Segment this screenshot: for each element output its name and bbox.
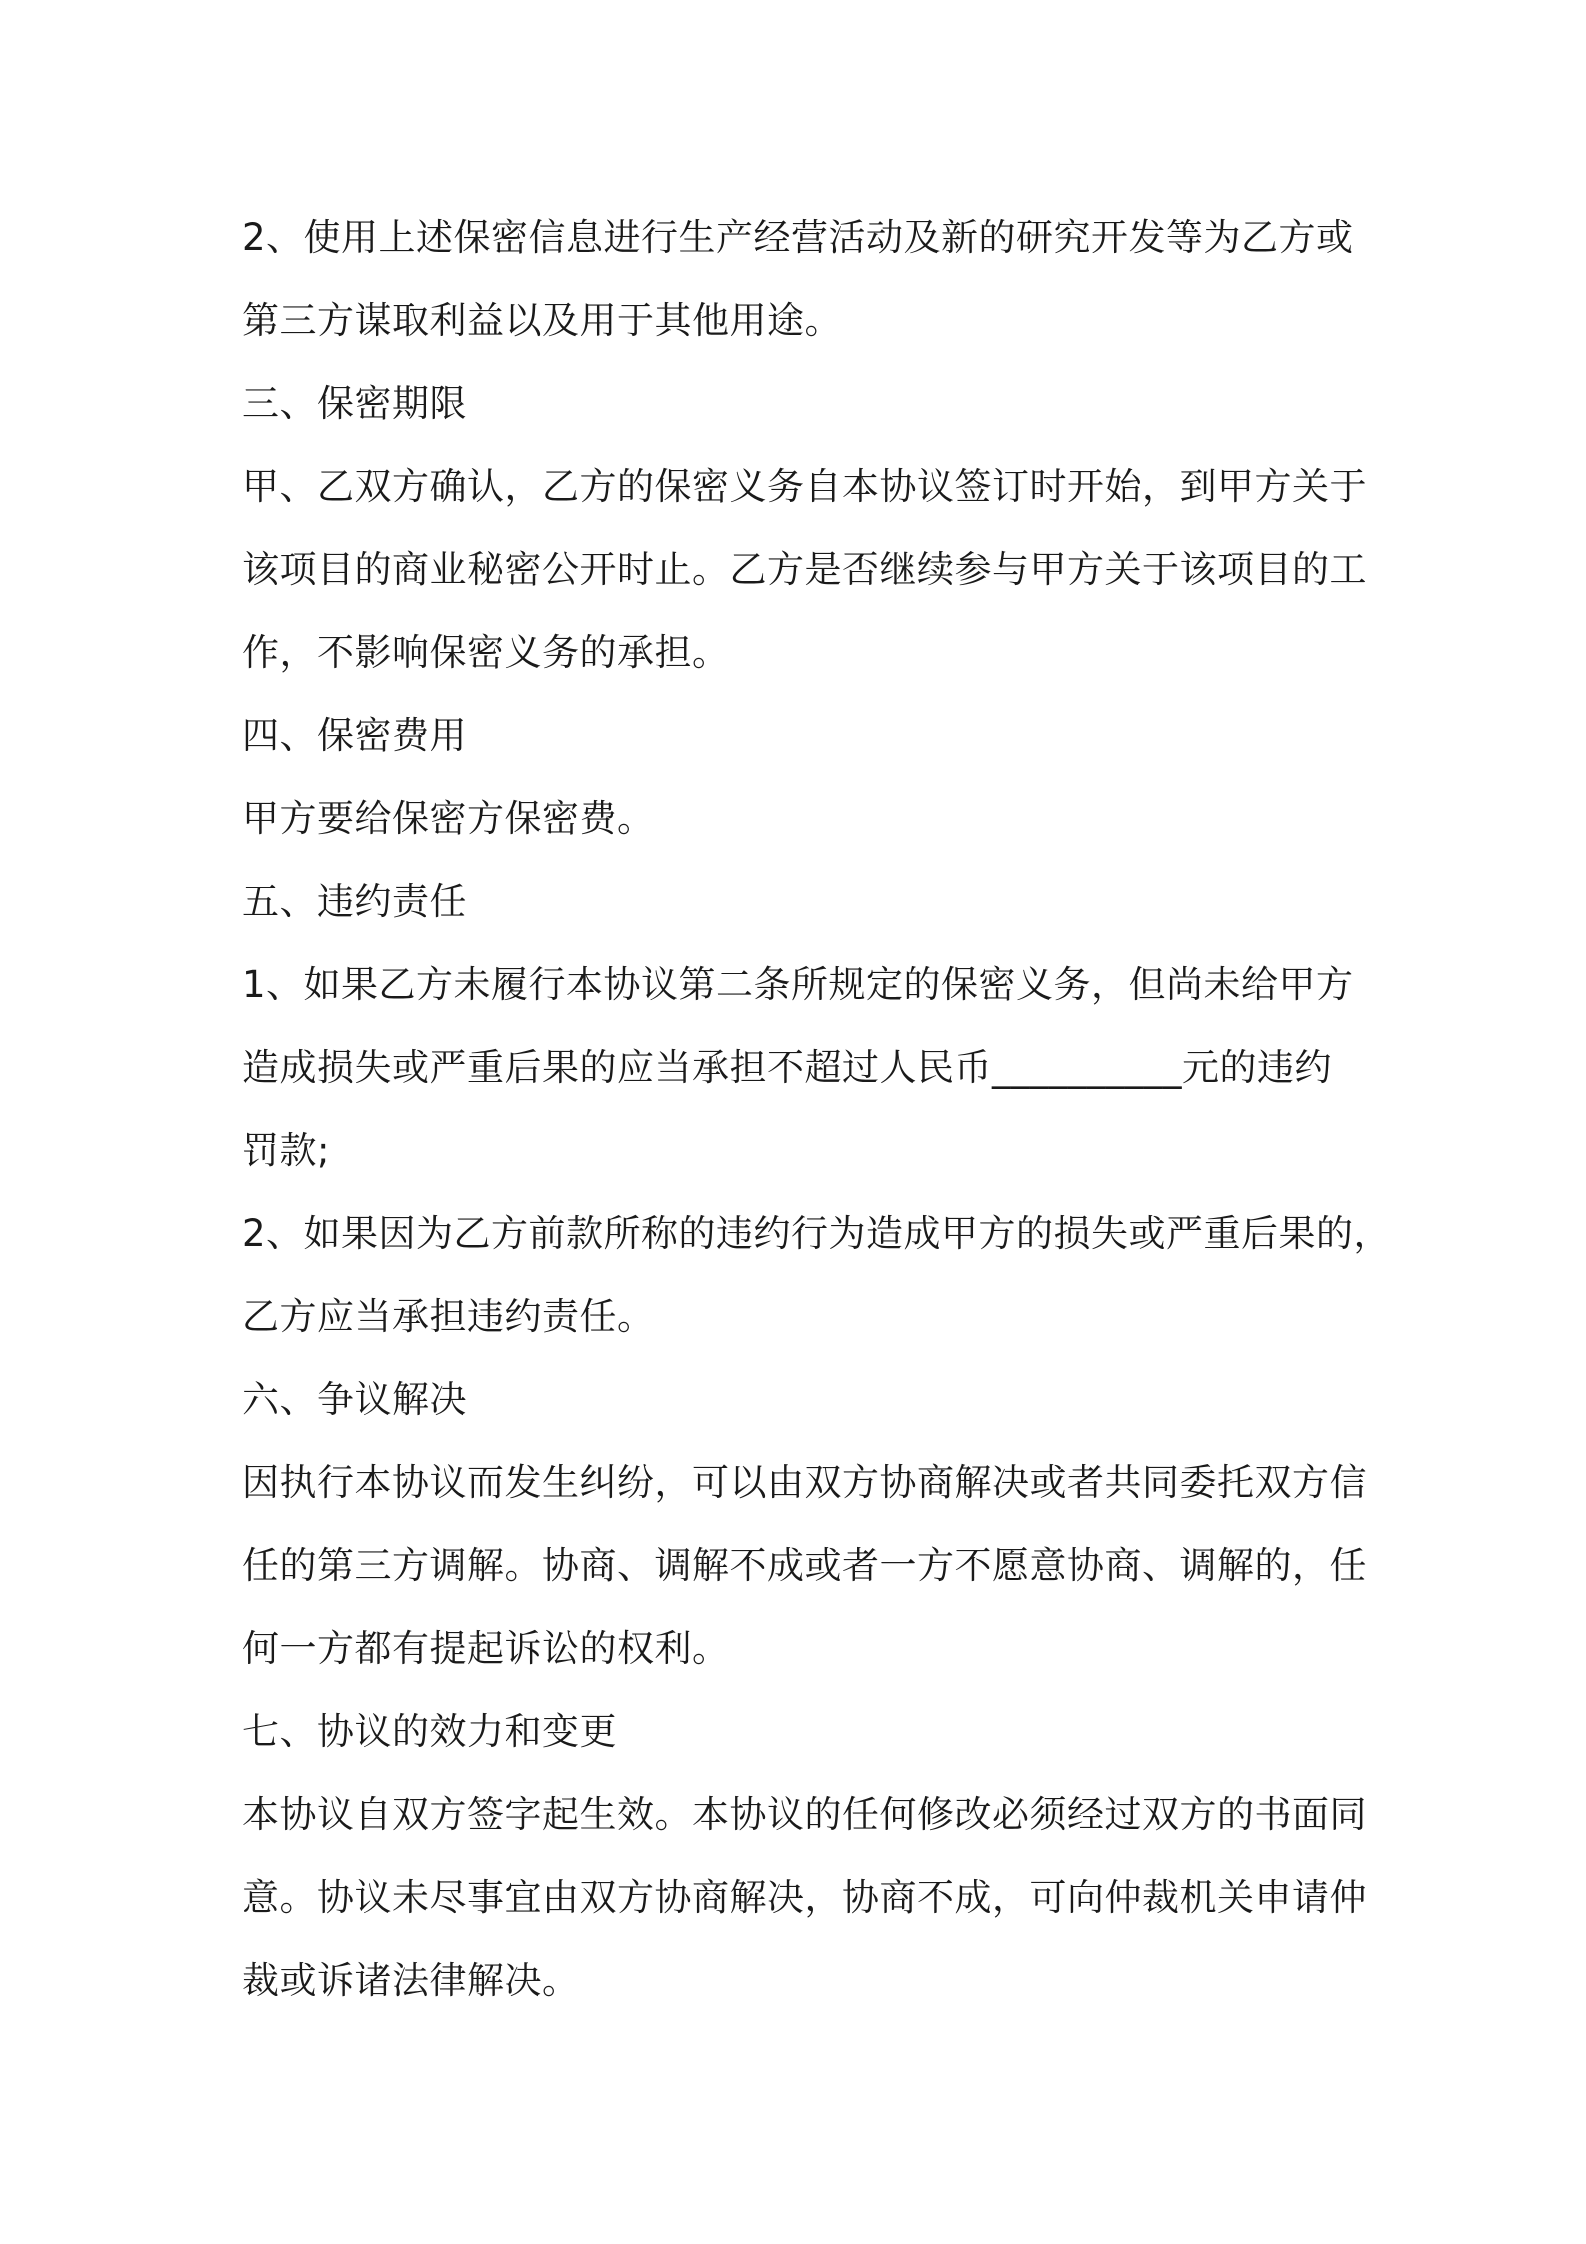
paragraph-line: 1、如果乙方未履行本协议第二条所规定的保密义务，但尚未给甲方 bbox=[242, 963, 1354, 1006]
paragraph-line: 因执行本协议而发生纠纷，可以由双方协商解决或者共同委托双方信 bbox=[242, 1461, 1367, 1504]
paragraph-line: 该项目的商业秘密公开时止。乙方是否继续参与甲方关于该项目的工 bbox=[242, 548, 1367, 591]
section-heading: 六、争议解决 bbox=[242, 1378, 467, 1421]
paragraph-line: 裁或诉诸法律解决。 bbox=[242, 1959, 580, 2002]
paragraph-line: 2、如果因为乙方前款所称的违约行为造成甲方的损失或严重后果的， bbox=[242, 1212, 1392, 1255]
paragraph-line: 甲、乙双方确认，乙方的保密义务自本协议签订时开始，到甲方关于 bbox=[242, 465, 1367, 508]
paragraph-line: 2、使用上述保密信息进行生产经营活动及新的研究开发等为乙方或 bbox=[242, 216, 1354, 259]
paragraph-line: 本协议自双方签字起生效。本协议的任何修改必须经过双方的书面同 bbox=[242, 1793, 1367, 1836]
paragraph-line: 任的第三方调解。协商、调解不成或者一方不愿意协商、调解的，任 bbox=[242, 1544, 1367, 1587]
document-body bbox=[242, 196, 1392, 2022]
section-heading: 五、违约责任 bbox=[242, 880, 467, 923]
paragraph-line: 乙方应当承担违约责任。 bbox=[242, 1295, 655, 1338]
paragraph-line: 罚款; bbox=[242, 1129, 330, 1172]
paragraph-line: 作，不影响保密义务的承担。 bbox=[242, 631, 730, 674]
section-heading: 三、保密期限 bbox=[242, 382, 467, 425]
paragraph-line: 第三方谋取利益以及用于其他用途。 bbox=[242, 299, 842, 342]
paragraph-line: 意。协议未尽事宜由双方协商解决，协商不成，可向仲裁机关申请仲 bbox=[242, 1876, 1367, 1919]
paragraph-line: 何一方都有提起诉讼的权利。 bbox=[242, 1627, 730, 1670]
paragraph-line: 甲方要给保密方保密费。 bbox=[242, 797, 655, 840]
paragraph-line: 造成损失或严重后果的应当承担不超过人民币__________元的违约 bbox=[242, 1046, 1332, 1089]
section-heading: 四、保密费用 bbox=[242, 714, 467, 757]
section-heading: 七、协议的效力和变更 bbox=[242, 1710, 617, 1753]
